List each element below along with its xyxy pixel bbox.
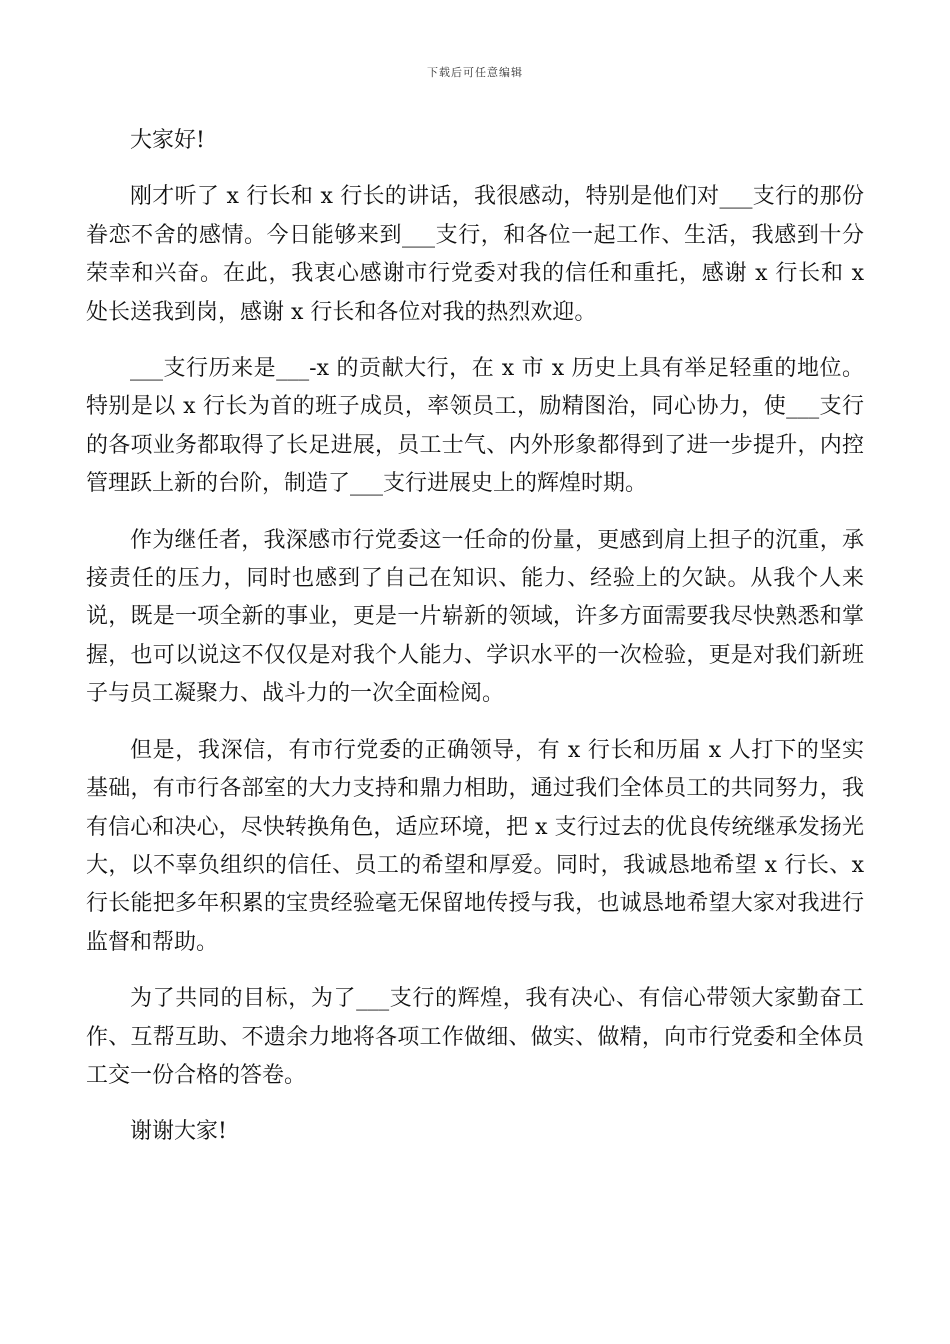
greeting-paragraph: 大家好! <box>130 128 205 153</box>
body-paragraph-2: ___支行历来是___-x 的贡献大行，在 x 市 x 历史上具有举足轻重的地位。特别是以 x 行长为首的班子成员，率领员工，励精图治，同心协力，使___支行的各项业务都取得了长足进展，员工士气、内外形象都得到了进一步提升，内控管理跃上新的台阶，制造了___支行进展史上的辉煌时期。 <box>86 356 864 497</box>
body-paragraph-1: 刚才听了 x 行长和 x 行长的讲话，我很感动，特别是他们对___支行的那份眷恋不舍的感情。今日能够来到___支行，和各位一起工作、生活，我感到十分荣幸和兴奋。在此，我衷心感谢市行党委对我的信任和重托，感谢 x 行长和 x 处长送我到岗，感谢 x 行长和各位对我的热烈欢迎。 <box>86 184 864 325</box>
page-header-note: 下载后可任意编辑 <box>427 66 523 79</box>
body-paragraph-5: 为了共同的目标，为了___支行的辉煌，我有决心、有信心带领大家勤奋工作、互帮互助、不遗余力地将各项工作做细、做实、做精，向市行党委和全体员工交一份合格的答卷。 <box>86 986 864 1088</box>
body-paragraph-4: 但是，我深信，有市行党委的正确领导，有 x 行长和历届 x 人打下的坚实基础，有市行各部室的大力支持和鼎力相助，通过我们全体员工的共同努力，我有信心和决心，尽快转换角色，适应环境，把 x 支行过去的优良传统继承发扬光大，以不辜负组织的信任、员工的希望和厚爱。同时，我诚恳地希望 x 行长、x 行长能把多年积累的宝贵经验毫无保留地传授与我，也诚恳地希望大家对我进行监督和帮助。 <box>86 737 864 955</box>
closing-paragraph: 谢谢大家! <box>130 1119 227 1145</box>
document-body <box>86 122 864 1170</box>
body-paragraph-3: 作为继任者，我深感市行党委这一任命的份量，更感到肩上担子的沉重，承接责任的压力，同时也感到了自己在知识、能力、经验上的欠缺。从我个人来说，既是一项全新的事业，更是一片崭新的领域，许多方面需要我尽快熟悉和掌握，也可以说这不仅仅是对我个人能力、学识水平的一次检验，更是对我们新班子与员工凝聚力、战斗力的一次全面检阅。 <box>86 527 864 707</box>
